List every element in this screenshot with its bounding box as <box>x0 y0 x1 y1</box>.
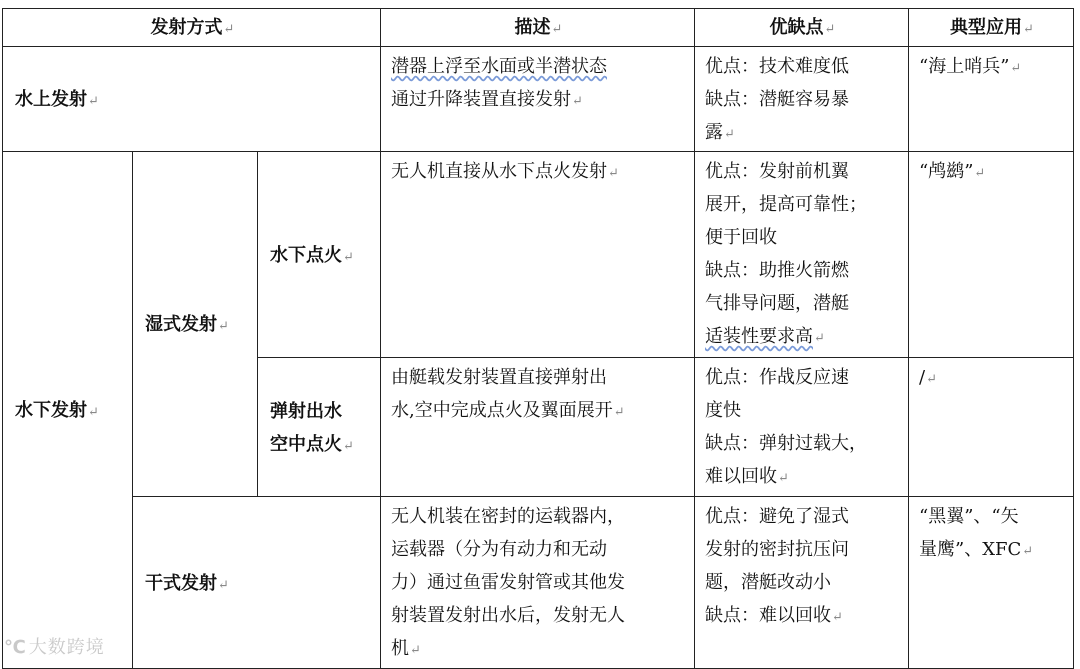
app-dry <box>909 497 1074 669</box>
header-application: 典型应用↵ <box>909 9 1074 47</box>
cell-line: 通过升降装置直接发射↵ <box>391 89 583 110</box>
cell-line: 弹射出水 <box>270 400 342 422</box>
cell-line: 优点：技术难度低 <box>705 56 849 77</box>
header-pros-cons: 优缺点↵ <box>695 9 909 47</box>
cell-line: 发射的密封抗压问 <box>705 539 849 560</box>
header-description: 描述↵ <box>381 9 695 47</box>
header-method: 发射方式↵ <box>3 9 381 47</box>
cell-line: 机↵ <box>391 638 421 659</box>
cell-line: 露↵ <box>705 122 735 143</box>
desc-surface <box>381 47 695 152</box>
table-row-wet-ignite <box>3 152 1074 358</box>
method-wet-launch: 湿式发射↵ <box>133 152 258 497</box>
cell-line: 优点：避免了湿式 <box>705 506 849 527</box>
watermark <box>4 633 105 659</box>
cell-line: 缺点：难以回收↵ <box>705 605 843 626</box>
cell-line: 度快 <box>705 400 741 421</box>
cell-line: “鸬鹚”↵ <box>919 161 986 182</box>
method-surface-launch: 水上发射↵ <box>3 47 381 152</box>
cell-line: 适装性要求高↵ <box>705 326 825 347</box>
table-row-dry <box>3 497 1074 669</box>
method-eject-air-ignition <box>258 358 381 497</box>
cell-line: 空中点火↵ <box>270 433 354 455</box>
pros-cons-eject <box>695 358 909 497</box>
header-row <box>3 9 1074 47</box>
cell-line: “海上哨兵”↵ <box>919 56 1022 77</box>
cell-line: 缺点：助推火箭燃 <box>705 260 849 281</box>
launch-methods-table <box>2 8 1074 669</box>
cell-line: 优点：作战反应速 <box>705 367 849 388</box>
cell-line: 气排导问题，潜艇 <box>705 293 849 314</box>
cell-line: 力）通过鱼雷发射管或其他发 <box>391 572 625 593</box>
watermark-logo-icon: ℃ <box>4 637 27 658</box>
pros-cons-surface <box>695 47 909 152</box>
cell-line: 运载器（分为有动力和无动 <box>391 539 607 560</box>
desc-eject <box>381 358 695 497</box>
desc-underwater-ignition <box>381 152 695 358</box>
cell-line: 便于回收 <box>705 227 777 248</box>
cell-line: 优点：发射前机翼 <box>705 161 849 182</box>
table-row-surface <box>3 47 1074 152</box>
pros-cons-dry <box>695 497 909 669</box>
method-underwater-ignition: 水下点火↵ <box>258 152 381 358</box>
cell-line: 水,空中完成点火及翼面展开↵ <box>391 400 625 421</box>
cell-line: 无人机装在密封的运载器内， <box>391 506 625 527</box>
app-underwater-ignition <box>909 152 1074 358</box>
app-eject <box>909 358 1074 497</box>
method-underwater-launch: 水下发射↵ <box>3 152 133 669</box>
cell-line: /↵ <box>919 367 937 388</box>
cell-line: 量鹰”、XFC↵ <box>919 539 1034 560</box>
watermark-text: 大数跨境 <box>28 637 105 658</box>
cell-line: 射装置发射出水后，发射无人 <box>391 605 625 626</box>
cell-line: 难以回收↵ <box>705 466 789 487</box>
cell-line: 由艇载发射装置直接弹射出 <box>391 367 607 388</box>
cell-line: “黑翼”、“矢 <box>919 506 1019 527</box>
cell-line: 无人机直接从水下点火发射↵ <box>391 161 619 182</box>
cell-line: 展开，提高可靠性； <box>705 194 867 215</box>
cell-line: 缺点：弹射过载大， <box>705 433 867 454</box>
desc-dry <box>381 497 695 669</box>
method-dry-launch: 干式发射↵ <box>133 497 381 669</box>
cell-line: 题，潜艇改动小 <box>705 572 831 593</box>
cell-line: 潜器上浮至水面或半潜状态 <box>391 56 607 77</box>
app-surface <box>909 47 1074 152</box>
cell-line: 缺点：潜艇容易暴 <box>705 89 849 110</box>
pros-cons-underwater-ignition <box>695 152 909 358</box>
